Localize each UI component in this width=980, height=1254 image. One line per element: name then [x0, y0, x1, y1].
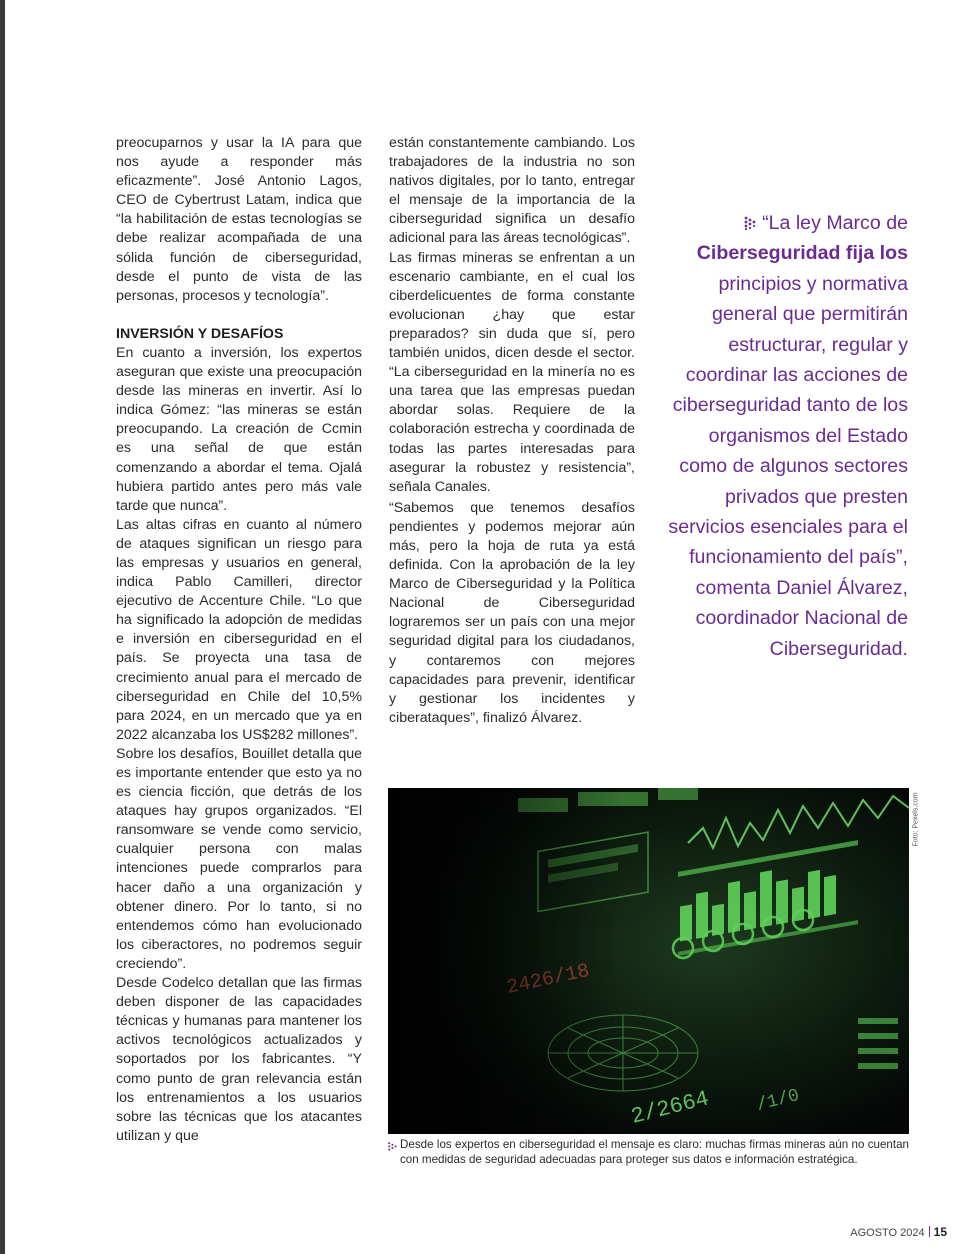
page-footer — [850, 1225, 947, 1239]
paragraph: preocuparnos y usar la IA para que nos ayude a responder más eficazmente”. José Antonio Lagos, CEO de Cybertrust Latam, indica que “la habilitación de estas tecnologías se debe realizar acompañada de una sólida función de ciberseguridad, desde el punto de vista de las personas, procesos y tecnología”. — [116, 135, 362, 304]
quote-text: principios y normativa general que permitirán estructurar, regular y coordinar las acciones de ciberseguridad tanto de los organismos del Estado como de algunos sectores privados que presten servicios esenciales para el funcionamiento del país”, comenta Daniel Álvarez, coordinador Nacional de Ciberseguridad. — [668, 272, 908, 660]
footer-divider — [929, 1226, 930, 1237]
page-number: 15 — [933, 1225, 947, 1239]
paragraph: Las firmas mineras se enfrentan a un escenario cambiante, en el cual los ciberdelicuentes de forma constante evolucionan ¿hay que estar preparados? sin duda que sí, pero también unidos, dicen desde el sector. “La ciberseguridad en la minería no es una tarea que las empresas puedan abordar solas. Requiere de la colaboración estrecha y coordinada de todas las partes interesadas para asegurar la robustez y resistencia”, señala Canales. — [389, 249, 635, 495]
dot-grid-icon — [388, 1140, 397, 1149]
paragraph: En cuanto a inversión, los expertos aseguran que existe una preocupación desde las mineras en invertir. Así lo indica Gómez: “las mineras se están preocupando. La creación de Ccmin es una señal de que están comenzando a abordar el tema. Ojalá hubiera partido antes pero más vale tarde que nunca”. — [116, 344, 362, 514]
paragraph: Desde Codelco detallan que las firmas deben disponer de las capacidades técnicas y humanas para mantener los activos tecnológicos actualizados y soportados por los fabricantes. “Y como punto de gran relevancia están los entrenamientos a los usuarios sobre las técnicas que los atacantes utilizan y que — [116, 975, 362, 1144]
paragraph: Las altas cifras en cuanto al número de ataques significan un riesgo para las empresas y usuarios en general, indica Pablo Camilleri, director ejecutivo de Accenture Chile. “Lo que ha significado la adopción de medidas e inversión en ciberseguridad en el país. Se proyecta una tasa de crecimiento anual para el mercado de ciberseguridad en Chile del 10,5% para 2024, en un mercado que ya en 2022 alcanzaba los US$282 millones”. — [116, 516, 362, 743]
photo-credit — [909, 788, 923, 858]
photo-cyber-screen — [388, 788, 909, 1134]
quote-text-bold: Ciberseguridad fija los — [696, 242, 908, 265]
article-column-1 — [116, 134, 362, 1146]
paragraph: Sobre los desafíos, Bouillet detalla que es importante entender que esto ya no es ciencia ficción, que detrás de los ataques hay grupos organizados. “El ransomware se vende como servicio, cualquier persona con malas intenciones puede comprarlos para hacer daño a una organización y obtener dinero. Por lo tanto, si no entendemos cómo han evolucionado los ciberactores, no podremos seguir creciendo”. — [116, 745, 362, 972]
paragraph: están constantemente cambiando. Los trabajadores de la industria no son nativos digitales, por lo tanto, entregar el mensaje de la importancia de la ciberseguridad significa un desafío adicional para las áreas tecnológicas”. — [389, 135, 635, 247]
page-edge-shadow — [0, 0, 5, 1254]
issue-date: AGOSTO 2024 — [850, 1227, 925, 1239]
section-heading: INVERSIÓN Y DESAFÍOS — [116, 325, 284, 342]
article-column-2 — [389, 134, 635, 728]
dot-grid-icon — [744, 209, 758, 223]
photo-credit-text: Foto: Pexels.com — [912, 792, 920, 847]
paragraph: “Sabemos que tenemos desafíos pendientes y podemos mejorar aún más, pero la hoja de ruta ya está definida. Con la aprobación de la ley Marco de Ciberseguridad y la Política Nacional de Ciberseguridad lograremos ser un país con una mejor seguridad digital para los ciudadanos, y contaremos con mejores capacidades para prevenir, identificar y gestionar los incidentes y ciberataques”, finalizó Álvarez. — [389, 499, 635, 726]
photo-caption — [388, 1137, 909, 1168]
quote-text: “La ley Marco de — [762, 212, 908, 234]
caption-text: Desde los expertos en ciberseguridad el mensaje es claro: muchas firmas mineras aún no cuentan con medidas de seguridad adecuadas para proteger sus datos e información estratégica. — [400, 1138, 909, 1167]
pull-quote — [668, 208, 908, 664]
